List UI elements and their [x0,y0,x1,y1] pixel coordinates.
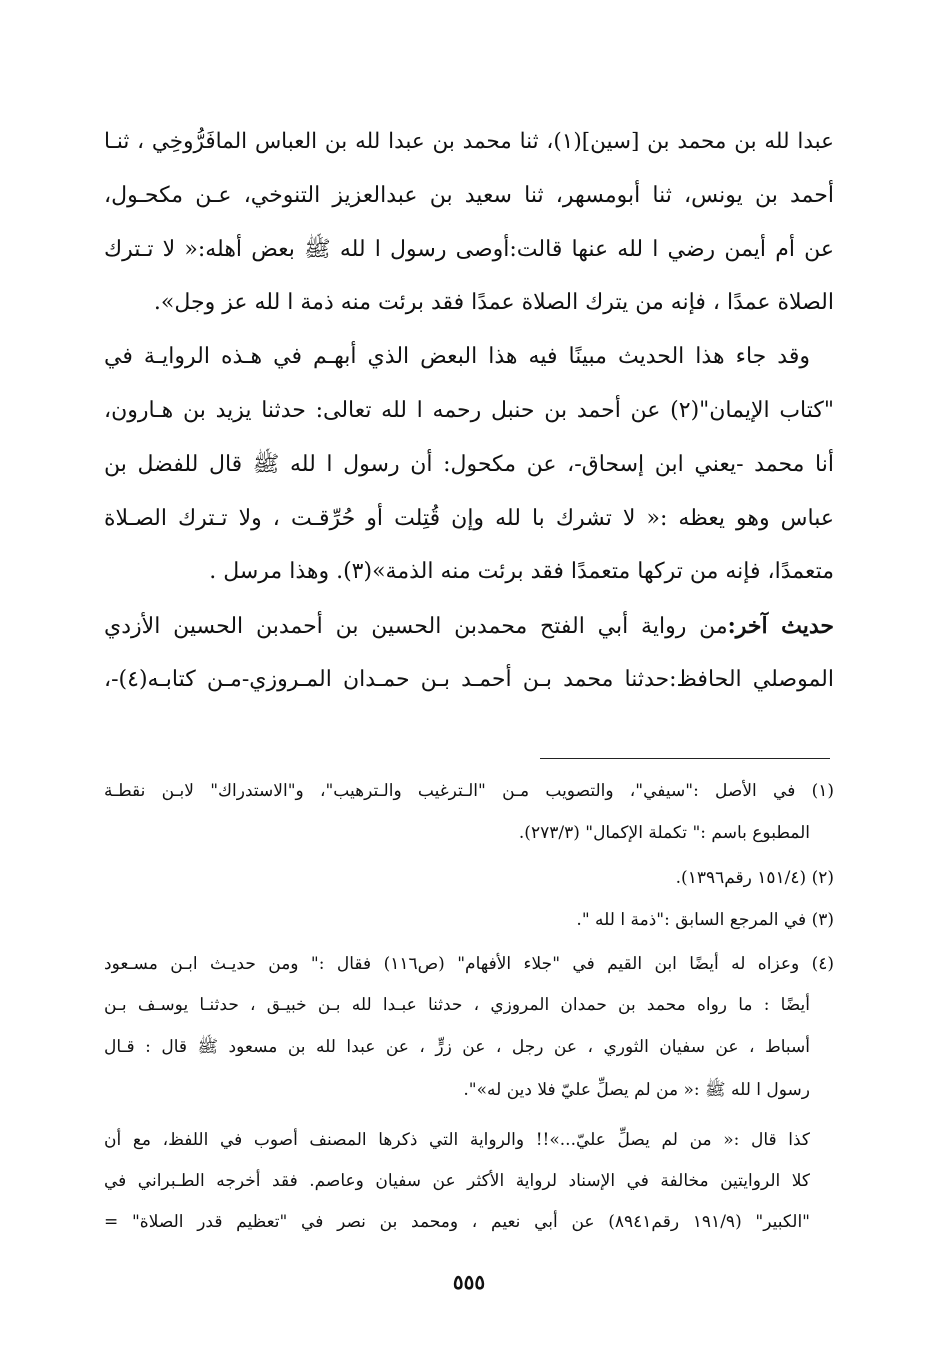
main-text-line-8: عباس وهو يعظه :« لا تشرك با لله وإن قُتِلت أو حُرِّقـت ، ولا تـترك الصـلاة [104,506,834,531]
main-text-line-2: أحمد بن يونس، ثنا أبومسهر، ثنا سعيد بن عبدالعزيز التنوخي، عـن مكحـول، [104,183,834,208]
main-text-line-5: وقد جاء هذا الحديث مبينًا فيه هذا البعض الذي أبهـم في هـذه الروايـة في [104,344,810,369]
main-text-line-6: "كتاب الإيمان"(٢) عن أحمد بن حنبل رحمه ا لله تعالى: حدثنا يزيد بن هـارون، [104,398,834,423]
footnote-4-line-7: "الكبير" (١٩١/٩ رقم٨٩٤١) عن أبي نعيم ، ومحمد بن نصر في "تعظيم قدر الصلاة" = [104,1212,810,1232]
main-text-line-9: متعمدًا، فإنه من تركها متعمدًا فقد برئت منه الذمة»(٣). وهذا مرسل . [209,559,834,584]
footnote-1-line-2: المطبوع باسم :" تكملة الإكمال" (٢٧٣/٣). [518,823,810,843]
footnote-2: (٢) (١٥١/٤ رقم١٣٩٦). [675,868,834,888]
footnote-3: (٣) في المرجع السابق :"ذمة ا لله ". [576,910,834,930]
page-number: ٥٥٥ [452,1270,486,1294]
footnote-4-line-5: كذا قال :« من لم يصلِّ عليّ...»!! والرواية التي ذكرها المصنف أصوب في اللفظ، مع أن [104,1130,810,1150]
main-text-line-3: عن أم أيمن رضي ا لله عنها قالت:أوصى رسول ا لله ﷺ بعض أهله:« لا تـترك [104,237,834,262]
main-text-line-7: أنا محمد -يعني ابن إسحاق-، عن مكحول: أن رسول ا لله ﷺ قال للفضل بن [104,452,834,477]
footnote-4-line-3: أسباط ، عن سفيان الثوري ، عن رجل ، عن زرٍّ ، عن عبدا لله بن مسعود ﷺ قال : قـال [104,1037,810,1057]
footnote-4-line-4: رسول ا لله ﷺ :« من لم يصلِّ عليّ فلا دين له»". [463,1080,810,1100]
main-text-line-11: الموصلي الحافظ:حدثنا محمد بـن أحمـد بـن حمـدان المـروزي-مـن كتابـه(٤)-، [104,667,834,692]
section-heading: حديث آخر: [727,613,834,639]
footnote-separator [540,758,830,759]
main-text-line-10 [104,606,834,646]
footnote-1-line-1: (١) في الأصل :"سيفي"، والتصويب مـن "الـترغيب والـترهيب"، و"الاستدراك" لابـن نقطـة [104,781,834,801]
footnote-4-line-1: (٤) وعزاه له أيضًا ابن القيم في "جلاء الأفهام" (ص١١٦) فقال :" ومن حديـث ابـن مسـعود [104,954,834,974]
footnote-4-line-6: كلا الروايتين مخالفة في الإسناد لرواية الأكثر عن سفيان وعاصم. فقد أخرجه الطـبراني في [104,1171,810,1191]
main-text-line-10-body: من رواية أبي الفتح محمدبن الحسين بن أحمدبن الحسين الأزدي [104,614,728,639]
main-text-line-1: عبدا لله بن محمد بن [سين](١)، ثنا محمد بن عبدا لله بن العباس المافَرُّوخِي ، ثنـا [104,129,834,154]
main-text-line-4: الصلاة عمدًا ، فإنه من يترك الصلاة عمدًا فقد برئت منه ذمة ا لله عز وجل». [153,290,834,315]
footnote-4-line-2: أيضًا : ما رواه محمد بن حمدان المروزي ، حدثنا عبـدا لله بـن خبيـق ، حدثنـا يوسـف بـن [104,995,810,1015]
